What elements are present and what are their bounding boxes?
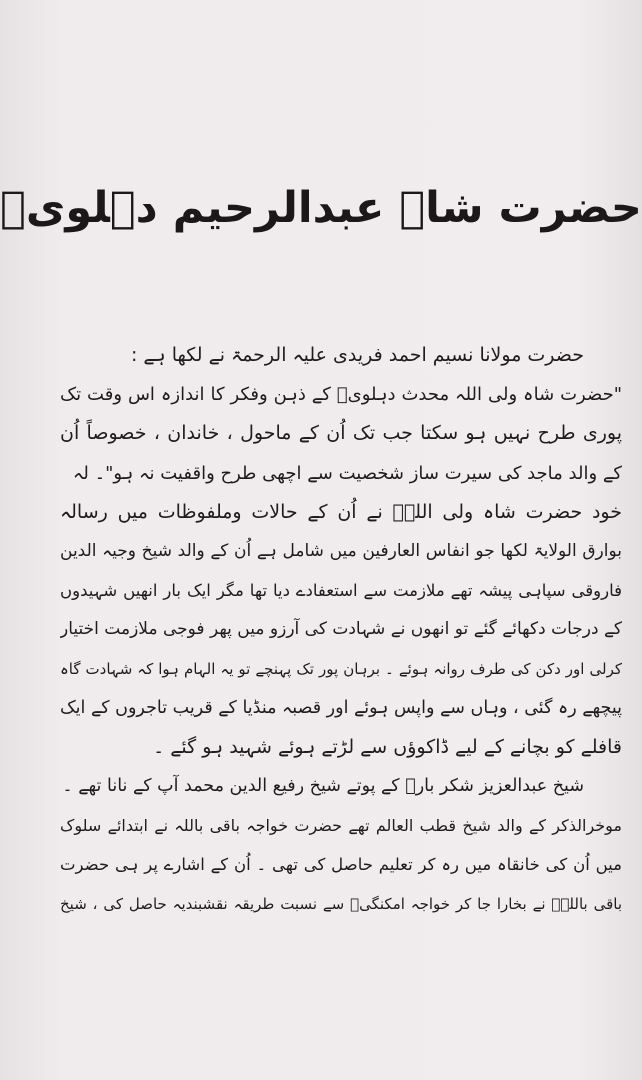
text-line: میں اُن کی خانقاہ میں رہ کر تعلیم حاصل کی تھی ۔ اُن کے اشارے پر ہی حضرت [60,855,622,875]
chapter-title: حضرت شاہ عبدالرحیم دہلویؒ [0,183,642,233]
text-line: حضرت مولانا نسیم احمد فریدی علیہ الرحمۃ نے لکھا ہے : [130,344,584,366]
text-line: قافلے کو بچانے کے لیے ڈاکوؤں سے لڑتے ہوئے شہید ہو گئے ۔ [153,735,622,758]
text-line: فاروقی سپاہی پیشہ تھے ملازمت سے استعفادے دیا تھا مگر ایک بار انھیں شہیدوں [60,581,622,601]
text-line: کے والد ماجد کی سیرت ساز شخصیت سے اچھی طرح واقفیت نہ ہو"۔ لہ [72,462,622,484]
body-text [60,336,622,924]
text-line: موخرالذکر کے والد شیخ قطب العالم تھے حضرت خواجہ باقی باللہ نے ابتدائے سلوک [60,816,622,836]
text-line: خود حضرت شاہ ولی اللہؒ نے اُن کے حالات وملفوظات میں رسالہ [60,500,622,523]
text-line: باقی باللہؒ نے بخارا جا کر خواجہ امکنگیؒ سے نسبت طریقہ نقشبندیہ حاصل کی ، شیخ [60,894,622,913]
text-line: کے درجات دکھائے گئے تو انھوں نے شہادت کی آرزو میں پھر فوجی ملازمت اختیار [60,619,622,640]
text-line: بوارق الولایۃ لکھا جو انفاس العارفین میں شامل ہے اُن کے والد شیخ وجیہ الدین [60,540,622,561]
text-line: پیچھے رہ گئی ، وہاں سے واپس ہوئے اور قصبہ منڈیا کے قریب تاجروں کے ایک [60,697,622,718]
text-line: "حضرت شاہ ولی اللہ محدث دہلویؒ کے ذہن وفکر کا اندازہ اس وقت تک [60,384,622,406]
text-line: پوری طرح نہیں ہو سکتا جب تک اُن کے ماحول ، خاندان ، خصوصاً اُن [60,422,622,445]
text-line: شیخ عبدالعزیز شکر بارؒ کے پوتے شیخ رفیع الدین محمد آپ کے نانا تھے ۔ [62,776,584,797]
text-line: کرلی اور دکن کی طرف روانہ ہوئے ۔ برہان پور تک پہنچے تو یہ الہام ہوا کہ شہادت گاہ [60,659,622,678]
